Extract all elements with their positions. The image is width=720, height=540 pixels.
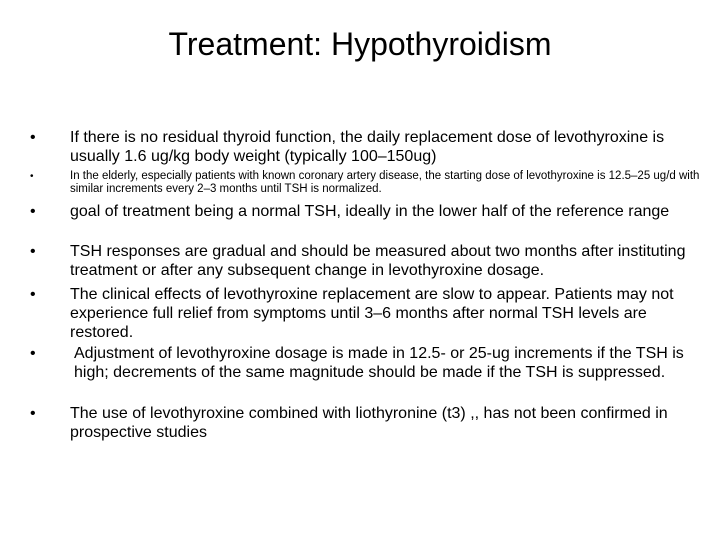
bullet-text: Adjustment of levothyroxine dosage is made in 12.5- or 25-ug increments if the TSH is high; decrements of the same magnitude should be made if the TSH is suppressed. [74, 345, 684, 381]
bullet-marker: • [30, 129, 36, 146]
bullet-text: TSH responses are gradual and should be measured about two months after instituting treatment or after any subsequent change in levothyroxine dosage. [70, 243, 686, 279]
bullet-text: In the elderly, especially patients with known coronary artery disease, the starting dose of levothyroxine is 12.5–25 ug/d with similar increments every 2–3 months until TSH is normalized. [70, 170, 700, 195]
bullet-text: goal of treatment being a normal TSH, ideally in the lower half of the reference range [70, 203, 670, 220]
bullet-marker: • [30, 203, 36, 220]
slide-title: Treatment: Hypothyroidism [168, 26, 552, 62]
bullet-marker: • [30, 286, 36, 303]
bullet-marker: • [30, 243, 36, 260]
bullet-marker: • [30, 171, 34, 182]
bullet-marker: • [30, 405, 36, 422]
bullet-marker: • [30, 345, 36, 362]
bullet-text: If there is no residual thyroid function, the daily replacement dose of levothyroxine is usually 1.6 ug/kg body weight (typically 100–150ug) [70, 129, 665, 165]
bullet-text: The clinical effects of levothyroxine replacement are slow to appear. Patients may not experience full relief from symptoms until 3–6 months after normal TSH levels are restored. [70, 286, 674, 341]
bullet-text: The use of levothyroxine combined with liothyronine (t3) ,, has not been confirmed in prospective studies [70, 405, 668, 441]
